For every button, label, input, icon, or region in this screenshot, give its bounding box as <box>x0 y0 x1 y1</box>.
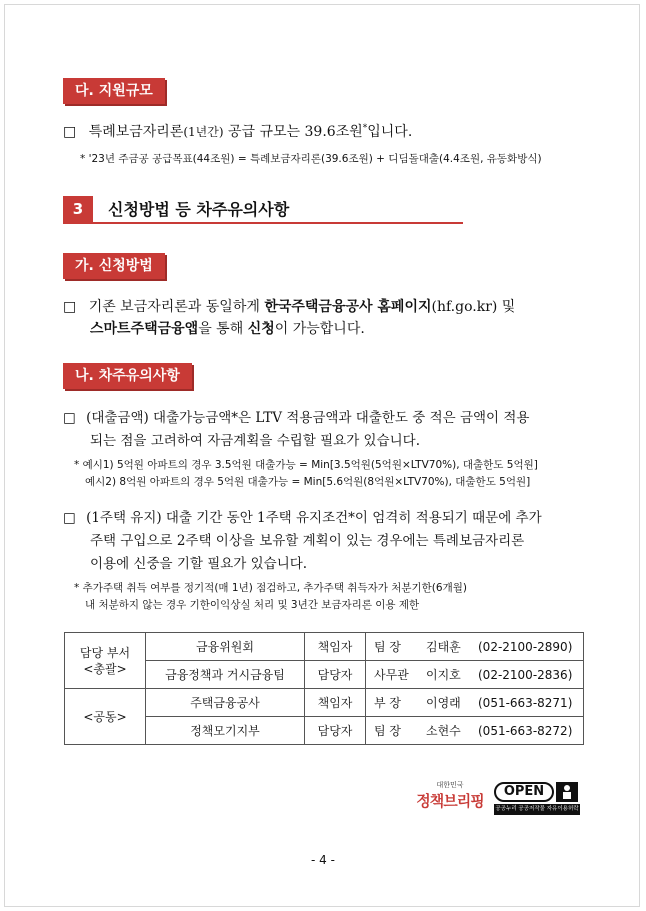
person-phone: (051-663-8271) <box>478 696 573 710</box>
checkbox-bullet-icon: □ <box>63 410 76 426</box>
person-title: 팀 장 <box>374 724 401 738</box>
text-loan-name: 특례보금자리론 <box>88 124 184 140</box>
person-phone: (02-2100-2836) <box>478 668 573 682</box>
person-cell <box>366 633 584 661</box>
group-label-line: <총괄> <box>83 661 127 676</box>
one-house-note-1: * 추가주택 취득 여부를 정기적(매 1년) 점검하고, 추가주택 취득자가 처분기한(6개월) <box>74 582 467 594</box>
person-title: 사무관 <box>374 668 409 682</box>
one-house-line-3: 이용에 신중을 기할 필요가 있습니다. <box>90 556 308 572</box>
checkbox-bullet-icon: □ <box>63 124 77 140</box>
loan-amount-line-2: 되는 점을 고려하여 자금계획을 수립할 필요가 있습니다. <box>90 433 420 449</box>
policy-briefing-logo <box>414 780 486 818</box>
person-title: 팀 장 <box>374 640 401 654</box>
one-house-note-2: 내 처분하지 않는 경우 기한이익상실 처리 및 3년간 보금자리론 이용 제한 <box>85 599 420 611</box>
loan-amount-example-1: * 예시1) 5억원 아파트의 경우 3.5억원 대출가능 = Min[3.5억원(5억원×LTV70%), 대출한도 5억원] <box>74 459 538 471</box>
one-house-line-2: 주택 구입으로 2주택 이상을 보유할 계획이 있는 경우에는 특례보금자리론 <box>90 533 525 549</box>
person-name: 이지호 <box>426 668 461 682</box>
text-hf-url: (hf.go.kr) 및 <box>431 299 516 315</box>
loan-amount-example-2: 예시2) 8억원 아파트의 경우 5억원 대출가능 = Min[5.6억원(8억원×LTV70%), 대출한도 5억원] <box>85 476 531 488</box>
person-name: 김태훈 <box>426 640 461 654</box>
dept-cell: 정책모기지부 <box>146 717 305 745</box>
text-hf-homepage: 한국주택금융공사 홈페이지 <box>264 299 432 315</box>
text-loan-amount-1: (대출금액) 대출가능금액*은 LTV 적용금액과 대출한도 중 적은 금액이 적용 <box>86 410 530 426</box>
checkbox-bullet-icon: □ <box>63 510 76 526</box>
text-period: (1년간) <box>183 125 224 139</box>
person-name: 이영래 <box>426 696 461 710</box>
one-house-line-1 <box>63 506 542 526</box>
person-cell <box>366 717 584 745</box>
dept-cell: 금융위원회 <box>146 633 305 661</box>
application-line-1 <box>63 296 515 316</box>
text-supply-scale: 공급 규모는 39.6조원 <box>228 124 363 140</box>
person-cell <box>366 661 584 689</box>
section-underline <box>63 222 463 224</box>
footnote-mark: * <box>362 123 368 134</box>
logo-small-text: 대한민국 <box>436 781 464 789</box>
loan-amount-line-1 <box>63 406 529 426</box>
text-smart-app: 스마트주택금융앱 <box>90 321 199 337</box>
role-cell: 담당자 <box>305 717 366 745</box>
open-subtext: 공공누리 공공저작물 자유이용허락 <box>494 804 580 815</box>
dept-cell: 금융정책과 거시금융팀 <box>146 661 305 689</box>
dept-cell: 주택금융공사 <box>146 689 305 717</box>
page-number: - 4 - <box>311 853 335 867</box>
text-possible: 이 가능합니다. <box>274 321 365 337</box>
table-row <box>65 633 584 661</box>
text-existing-loan: 기존 보금자리론과 동일하게 <box>88 299 265 315</box>
role-cell: 책임자 <box>305 633 366 661</box>
section-number: 3 <box>63 196 93 222</box>
support-scale-note: * '23년 주금공 공급목표(44조원) = 특례보금자리론(39.6조원) + 디딤돌대출(4.4조원, 유동화방식) <box>80 153 542 165</box>
section-title: 신청방법 등 차주유의사항 <box>108 200 290 219</box>
section-header-support-scale: 다. 지원규모 <box>63 78 165 104</box>
support-scale-statement <box>63 121 412 141</box>
application-line-2 <box>90 318 365 338</box>
open-badge-text: OPEN <box>494 782 554 802</box>
role-cell: 책임자 <box>305 689 366 717</box>
table-row <box>65 689 584 717</box>
checkbox-bullet-icon: □ <box>63 299 77 315</box>
person-icon <box>556 782 578 802</box>
section-header-borrower-notes: 나. 차주유의사항 <box>63 363 192 389</box>
group-label-headquarters <box>65 633 146 689</box>
person-name: 소현수 <box>426 724 461 738</box>
section-header-application: 가. 신청방법 <box>63 253 165 279</box>
group-label-joint: <공동> <box>65 689 146 745</box>
person-title: 부 장 <box>374 696 401 710</box>
person-phone: (02-2100-2890) <box>478 640 573 654</box>
role-cell: 담당자 <box>305 661 366 689</box>
contacts-table <box>64 632 584 745</box>
text-ending: 입니다. <box>367 124 413 140</box>
logo-main-text: 정책브리핑 <box>416 792 484 810</box>
person-phone: (051-663-8272) <box>478 724 573 738</box>
text-apply: 신청 <box>247 321 275 337</box>
group-label-line: 담당 부서 <box>79 645 131 660</box>
open-license-logo <box>494 782 580 816</box>
text-one-house-1: (1주택 유지) 대출 기간 동안 1주택 유지조건*이 엄격히 적용되기 때문에 추가 <box>86 510 542 526</box>
person-cell <box>366 689 584 717</box>
text-through: 을 통해 <box>198 321 248 337</box>
